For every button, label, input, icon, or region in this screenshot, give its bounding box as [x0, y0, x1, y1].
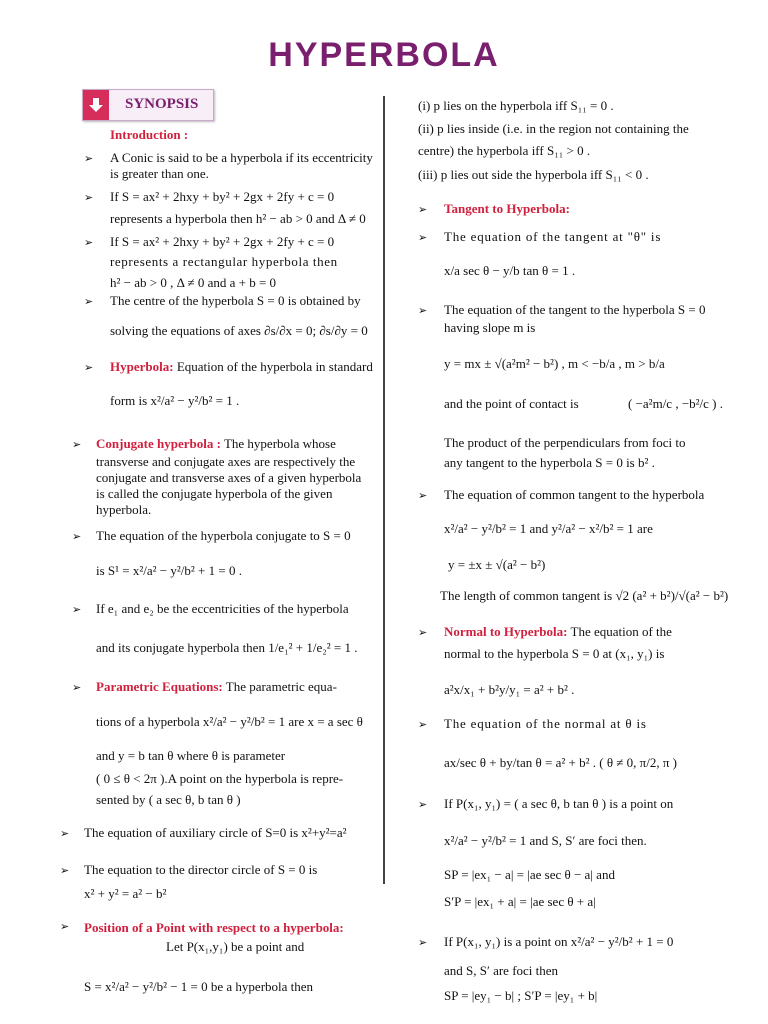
- bullet-text: The hyperbola whose: [223, 436, 336, 451]
- equation-line: S = x²/a² − y²/b² − 1 = 0 be a hyperbola then: [84, 979, 314, 994]
- bullet-icon: ➢: [418, 490, 428, 502]
- bullet-icon: ➢: [72, 531, 82, 543]
- bullet-icon: ➢: [72, 604, 82, 616]
- bullet-text: Equation of the hyperbola in standard: [176, 359, 373, 374]
- bullet-text: any tangent to the hyperbola S = 0 is b² .: [444, 455, 655, 470]
- bullet-text: ( 0 ≤ θ < 2π ).A point on the hyperbola is repre-: [96, 771, 344, 786]
- bullet-text: transverse and conjugate axes are respectively the conjugate and transverse axes of a given hyperbola is called the conjugate hyperbola of the given hyperbola.: [96, 454, 362, 517]
- bullet-icon: ➢: [72, 439, 82, 451]
- bullet-icon: ➢: [72, 682, 82, 694]
- bullet-icon: ➢: [84, 153, 94, 165]
- position-case: (i) p lies on the hyperbola iff S₁₁ = 0 .: [418, 98, 614, 113]
- page-title: HYPERBOLA: [268, 36, 500, 74]
- bullet-icon: ➢: [84, 192, 94, 204]
- bullet-text: The equation to the director circle of S = 0 is: [84, 862, 318, 877]
- bullet-text: The equation of common tangent to the hyperbola: [444, 487, 705, 502]
- bullet-text: represents a rectangular hyperbola then: [110, 254, 338, 269]
- bullet-icon: ➢: [84, 296, 94, 308]
- bullet-text: The equation of the: [570, 624, 672, 639]
- bullet-icon: ➢: [60, 865, 70, 877]
- bullet-text: The equation of auxiliary circle of S=0 is x²+y²=a²: [84, 825, 347, 840]
- bullet-text: sented by ( a sec θ, b tan θ ): [96, 792, 241, 807]
- hyperbola-heading: Hyperbola:: [110, 359, 174, 374]
- equation-line: y = ±x ± √(a² − b²): [448, 557, 546, 572]
- column-divider: [383, 96, 385, 884]
- bullet-text: Let P(x₁,y₁) be a point and: [166, 939, 305, 954]
- position-case: (ii) p lies inside (i.e. in the region not containing the: [418, 121, 689, 136]
- equation-line: If S = ax² + 2hxy + by² + 2gx + 2fy + c = 0: [110, 234, 335, 249]
- equation-line: form is x²/a² − y²/b² = 1 .: [110, 393, 240, 408]
- bullet-icon: ➢: [418, 799, 428, 811]
- position-case: centre) the hyperbola iff S₁₁ > 0 .: [418, 143, 591, 158]
- bullet-text: and S, S′ are foci then: [444, 963, 559, 978]
- equation-line: x²/a² − y²/b² = 1 and y²/a² − x²/b² = 1 are: [444, 521, 653, 536]
- bullet-text: If P(x₁, y₁) is a point on x²/a² − y²/b² + 1 = 0: [444, 934, 674, 949]
- bullet-icon: ➢: [418, 204, 428, 216]
- bullet-text: and y = b tan θ where θ is parameter: [96, 748, 286, 763]
- equation-line: x² + y² = a² − b²: [84, 886, 167, 901]
- bullet-text: having slope m is: [444, 320, 536, 335]
- equation-line: x²/a² − y²/b² = 1 and S, S′ are foci then.: [444, 833, 647, 848]
- bullet-text: The equation of the tangent at "θ" is: [444, 229, 662, 244]
- conjugate-heading: Conjugate hyperbola :: [96, 436, 221, 451]
- bullet-text: represents a hyperbola then h² − ab > 0 and Δ ≠ 0: [110, 211, 366, 226]
- position-heading: Position of a Point with respect to a hyperbola:: [84, 920, 344, 935]
- bullet-text: The equation of the hyperbola conjugate to S = 0: [96, 528, 351, 543]
- equation-line: If S = ax² + 2hxy + by² + 2gx + 2fy + c = 0: [110, 189, 335, 204]
- equation-line: S′P = |ex₁ + a| = |ae sec θ + a|: [444, 894, 596, 909]
- bullet-icon: ➢: [418, 232, 428, 244]
- bullet-text: The product of the perpendiculars from foci to: [444, 435, 686, 450]
- equation-line: x/a sec θ − y/b tan θ = 1 .: [444, 263, 576, 278]
- bullet-icon: ➢: [418, 937, 428, 949]
- equation-line: and its conjugate hyperbola then 1/e₁² + 1/e₂² = 1 .: [96, 640, 358, 655]
- bullet-icon: ➢: [418, 719, 428, 731]
- position-case: (iii) p lies out side the hyperbola iff S₁₁ < 0 .: [418, 167, 649, 182]
- bullet-text: The centre of the hyperbola S = 0 is obtained by: [110, 293, 361, 308]
- bullet-icon: ➢: [418, 305, 428, 317]
- equation-line: solving the equations of axes ∂s/∂x = 0; ∂s/∂y = 0: [110, 323, 368, 338]
- tangent-heading: Tangent to Hyperbola:: [444, 201, 570, 216]
- equation-line: is S¹ = x²/a² − y²/b² + 1 = 0 .: [96, 563, 242, 578]
- equation-line: ( −a²m/c , −b²/c ) .: [628, 396, 724, 411]
- bullet-text: The equation of the normal at θ is: [444, 716, 647, 731]
- equation-line: tions of a hyperbola x²/a² − y²/b² = 1 are x = a sec θ: [96, 714, 363, 729]
- synopsis-banner: [82, 89, 214, 121]
- equation-line: ax/sec θ + by/tan θ = a² + b² . ( θ ≠ 0, π/2, π ): [444, 755, 677, 770]
- bullet-text: normal to the hyperbola S = 0 at (x₁, y₁) is: [444, 646, 665, 661]
- equation-line: The length of common tangent is √2 (a² + b²)/√(a² − b²): [440, 588, 729, 603]
- normal-heading: Normal to Hyperbola:: [444, 624, 568, 639]
- bullet-text: The equation of the tangent to the hyperbola S = 0: [444, 302, 706, 317]
- synopsis-label: SYNOPSIS: [125, 96, 199, 112]
- bullet-text: If P(x₁, y₁) = ( a sec θ, b tan θ ) is a point on: [444, 796, 674, 811]
- equation-line: h² − ab > 0 , Δ ≠ 0 and a + b = 0: [110, 275, 277, 290]
- down-arrow-icon: [83, 90, 109, 120]
- equation-line: y = mx ± √(a²m² − b²) , m < −b/a , m > b/a: [444, 356, 665, 371]
- bullet-text: The parametric equa-: [225, 679, 337, 694]
- bullet-icon: ➢: [84, 237, 94, 249]
- bullet-text: and the point of contact is: [444, 396, 579, 411]
- bullet-icon: ➢: [60, 828, 70, 840]
- bullet-text: If e₁ and e₂ be the eccentricities of the hyperbola: [96, 601, 349, 616]
- equation-line: a²x/x₁ + b²y/y₁ = a² + b² .: [444, 682, 575, 697]
- bullet-icon: ➢: [84, 362, 94, 374]
- bullet-text: A Conic is said to be a hyperbola if its eccentricity is greater than one.: [110, 150, 373, 181]
- equation-line: SP = |ex₁ − a| = |ae sec θ − a| and: [444, 867, 615, 882]
- introduction-heading: Introduction :: [110, 127, 189, 142]
- parametric-heading: Parametric Equations:: [96, 679, 223, 694]
- equation-line: SP = |ey₁ − b| ; S′P = |ey₁ + b|: [444, 988, 598, 1003]
- bullet-icon: ➢: [60, 921, 70, 933]
- bullet-icon: ➢: [418, 627, 428, 639]
